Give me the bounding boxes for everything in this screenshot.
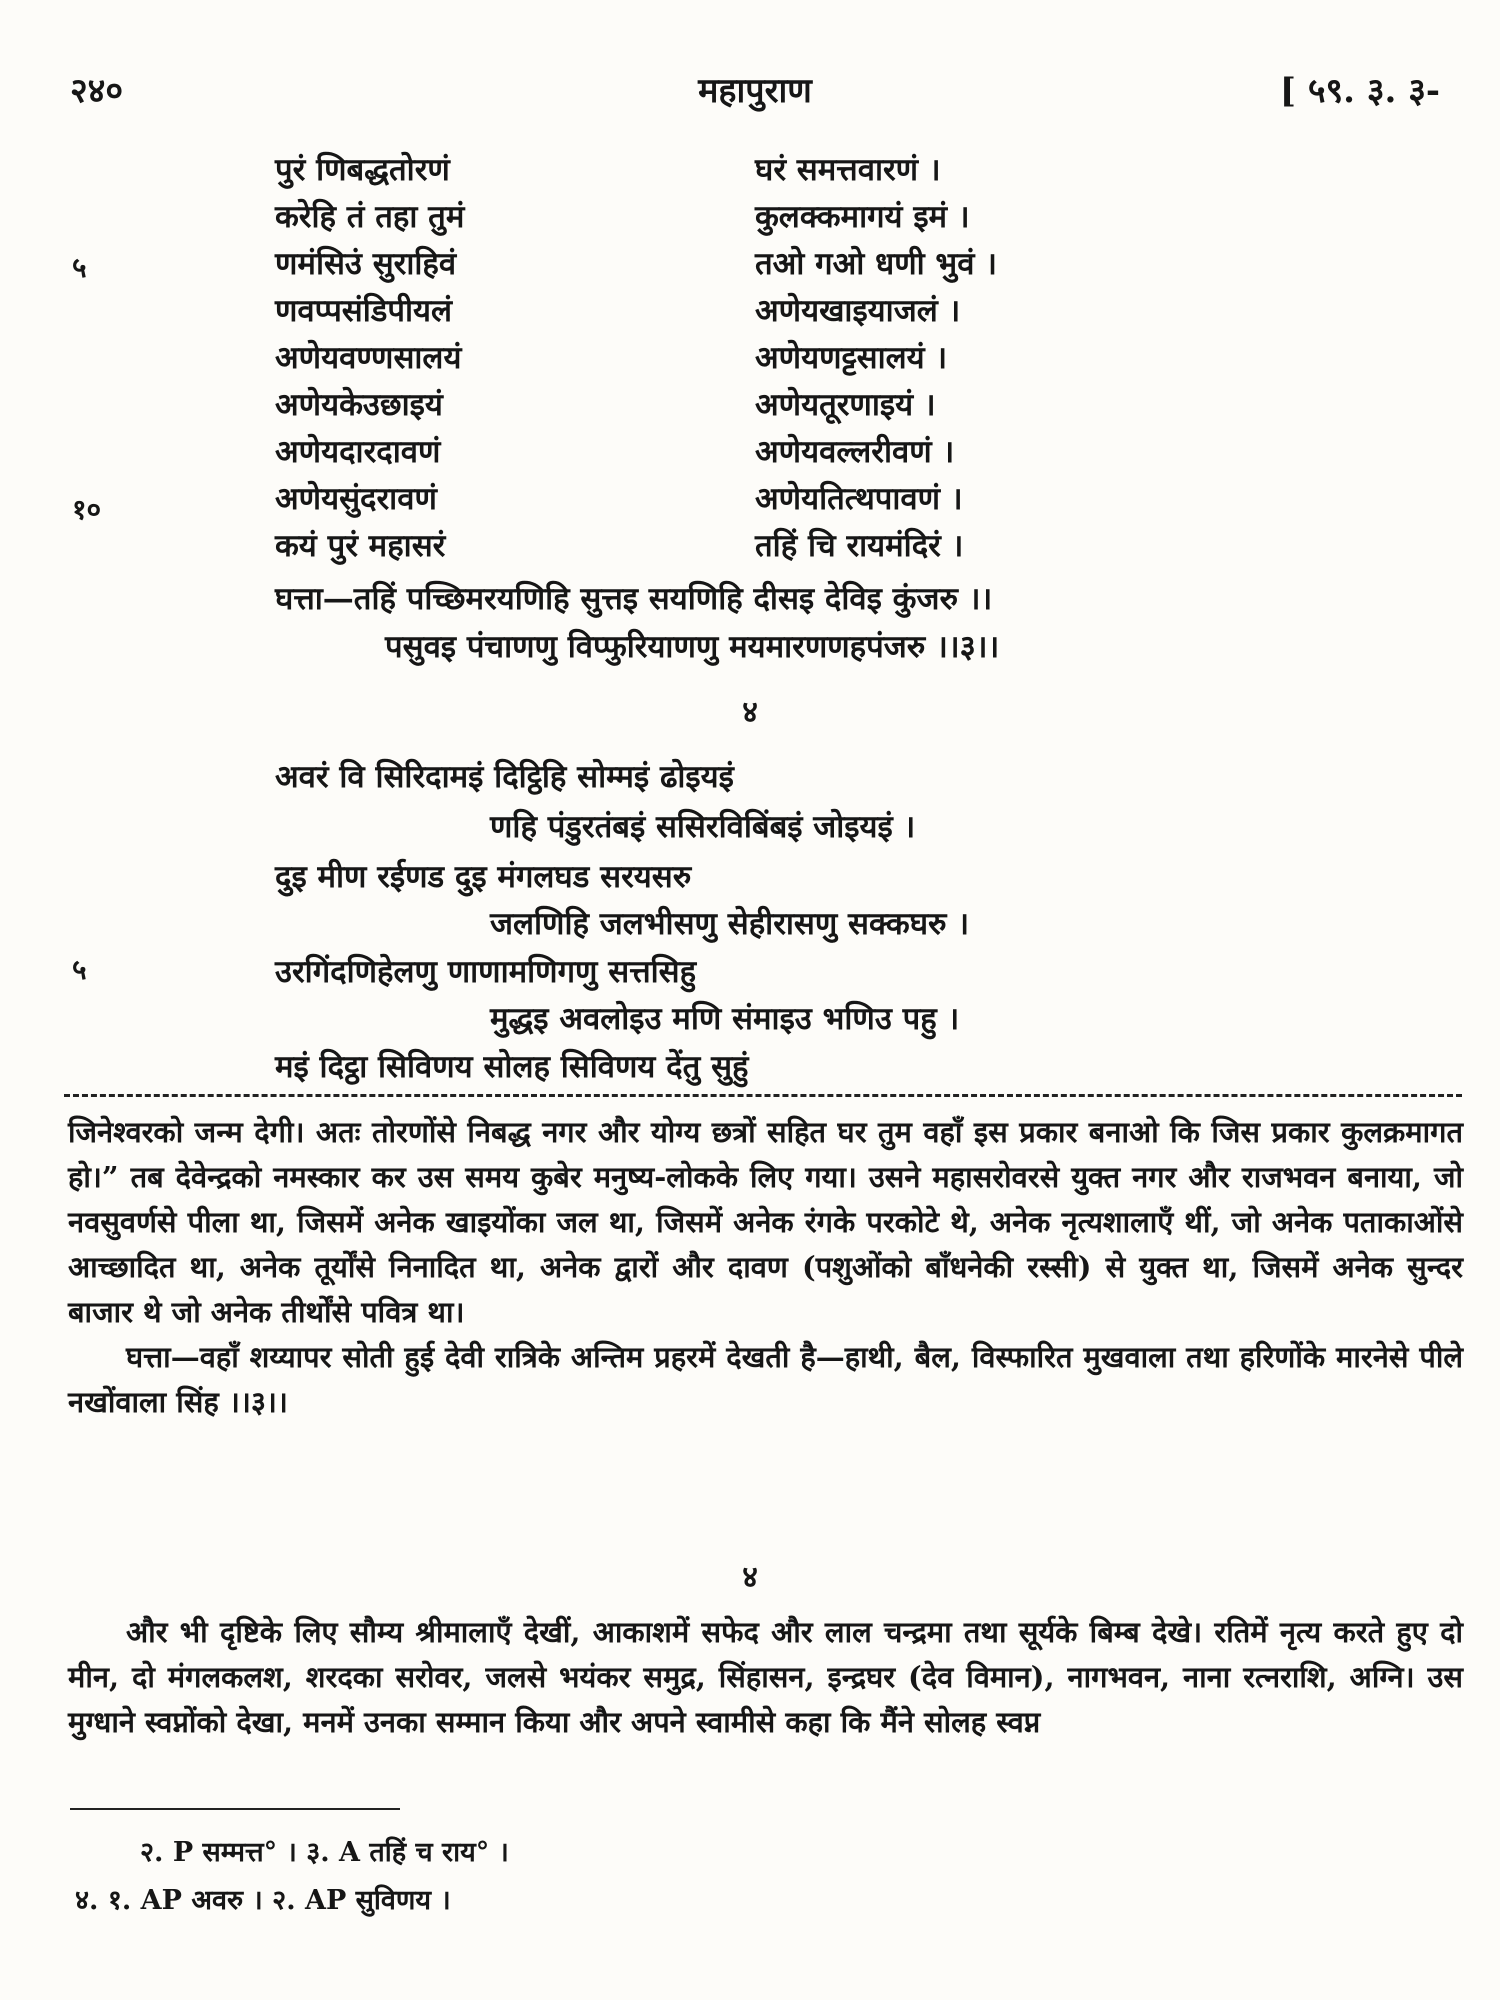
verse-line: घरं समत्तवारणं । [755,152,941,188]
footnote: २. P सम्मत्त° । ३. A तहिं च राय° । [140,1837,509,1868]
verse-line: अणेयतित्थपावणं । [755,481,963,517]
page-number: २४० [70,71,124,111]
section-divider [64,1094,1462,1097]
verse-line: अणेयवल्लरीवणं । [755,434,955,470]
ghatta-line: पसुवइ पंचाणणु विप्फुरियाणणु मयमारणणहपंजरु ।।३।। [385,629,1000,665]
verse-line: मुद्धइ अवलोइउ मणि संमाइउ भणिउ पहु । [490,1001,960,1037]
verse-line: कुलक्कमागयं इमं । [755,199,970,235]
verse-line: अणेयतूरणाइयं । [755,387,936,423]
verse-line: णमंसिउं सुराहिवं [275,246,457,282]
line-number: १० [72,493,102,526]
section-number: ४ [742,1560,758,1595]
book-title: महापुराण [698,71,812,111]
line-number: ५ [72,251,87,284]
verse-line: तहिं चि रायमंदिरं । [755,528,964,564]
verse-line: अणेयखाइयाजलं । [755,293,961,329]
verse-line: णहि पंडुरतंबइं ससिरविबिंबइं जोइयइं । [490,809,916,845]
verse-line: कयं पुरं महासरं [275,528,446,564]
footnote: ४. १. AP अवरु । २. AP सुविणय । [75,1885,451,1916]
line-number: ५ [72,953,87,986]
verse-line: अणेयवण्णसालयं [275,340,462,376]
translation-ghatta: घत्ता—वहाँ शय्यापर सोती हुई देवी रात्रिके अन्तिम प्रहरमें देखती है—हाथी, बैल, विस्फारित मुखवाला तथा हरिणोंके मारनेसे पीले नखोंवाला सिंह ।।३।। [68,1340,1463,1419]
verse-line: अणेयदारदावणं [275,434,441,470]
section-reference: [ ५९. ३. ३- [1279,71,1440,111]
verse-line: णवप्पसंडिपीयलं [275,293,453,329]
verse-line: उरगिंदणिहेलणु णाणामणिगणु सत्तसिहु [275,954,697,990]
translation-block [68,1610,1463,1745]
verse-line: करेहि तं तहा तुमं [275,199,465,235]
section-number: ४ [742,695,758,730]
verse-line: दुइ मीण रईणड दुइ मंगलघड सरयसरु [275,859,692,895]
verse-line: अणेयकेउछाइयं [275,387,443,423]
footnote-rule [70,1808,400,1810]
translation-block [68,1110,1463,1425]
translation-paragraph: और भी दृष्टिके लिए सौम्य श्रीमालाएँ देखीं, आकाशमें सफेद और लाल चन्द्रमा तथा सूर्यके बिम्ब देखे। रतिमें नृत्य करते हुए दो मीन, दो मंगलकलश, शरदका सरोवर, जलसे भयंकर समुद्र, सिंहासन, इन्द्रघर (देव विमान), नागभवन, नाना रत्नराशि, अग्नि। उस मुग्धाने स्वप्नोंको देखा, मनमें उनका सम्मान किया और अपने स्वामीसे कहा कि मैंने सोलह स्वप्न [68,1615,1463,1739]
running-header [70,66,1440,126]
verse-line: अवरं वि सिरिदामइं दिट्ठिहि सोम्मइं ढोइयइं [275,759,734,795]
verse-line: तओ गओ धणी भुवं । [755,246,998,282]
verse-line: अणेयसुंदरावणं [275,481,437,517]
verse-line: पुरं णिबद्धतोरणं [275,152,450,188]
verse-line: मइं दिट्ठा सिविणय सोलह सिविणय देंतु सुहुं [275,1049,749,1085]
translation-paragraph: जिनेश्वरको जन्म देगी। अतः तोरणोंसे निबद्ध नगर और योग्य छत्रों सहित घर तुम वहाँ इस प्रकार बनाओ कि जिस प्रकार कुलक्रमागत हो।” तब देवेन्द्रको नमस्कार कर उस समय कुबेर मनुष्य-लोकके लिए गया। उसने महासरोवरसे युक्त नगर और राजभवन बनाया, जो नवसुवर्णसे पीला था, जिसमें अनेक खाइयोंका जल था, जिसमें अनेक रंगके परकोटे थे, अनेक नृत्यशालाएँ थीं, जो अनेक पताकाओंसे आच्छादित था, अनेक तूर्योंसे निनादित था, अनेक द्वारों और दावण (पशुओंको बाँधनेकी रस्सी) से युक्त था, जिसमें अनेक सुन्दर बाजार थे जो अनेक तीर्थोंसे पवित्र था। [68,1115,1463,1329]
verse-line: जलणिहि जलभीसणु सेहीरासणु सक्कघरु । [490,906,970,942]
ghatta-line: घत्ता—तहिं पच्छिमरयणिहि सुत्तइ सयणिहि दीसइ देविइ कुंजरु ।। [275,581,993,617]
verse-line: अणेयणट्टसालयं । [755,340,948,376]
